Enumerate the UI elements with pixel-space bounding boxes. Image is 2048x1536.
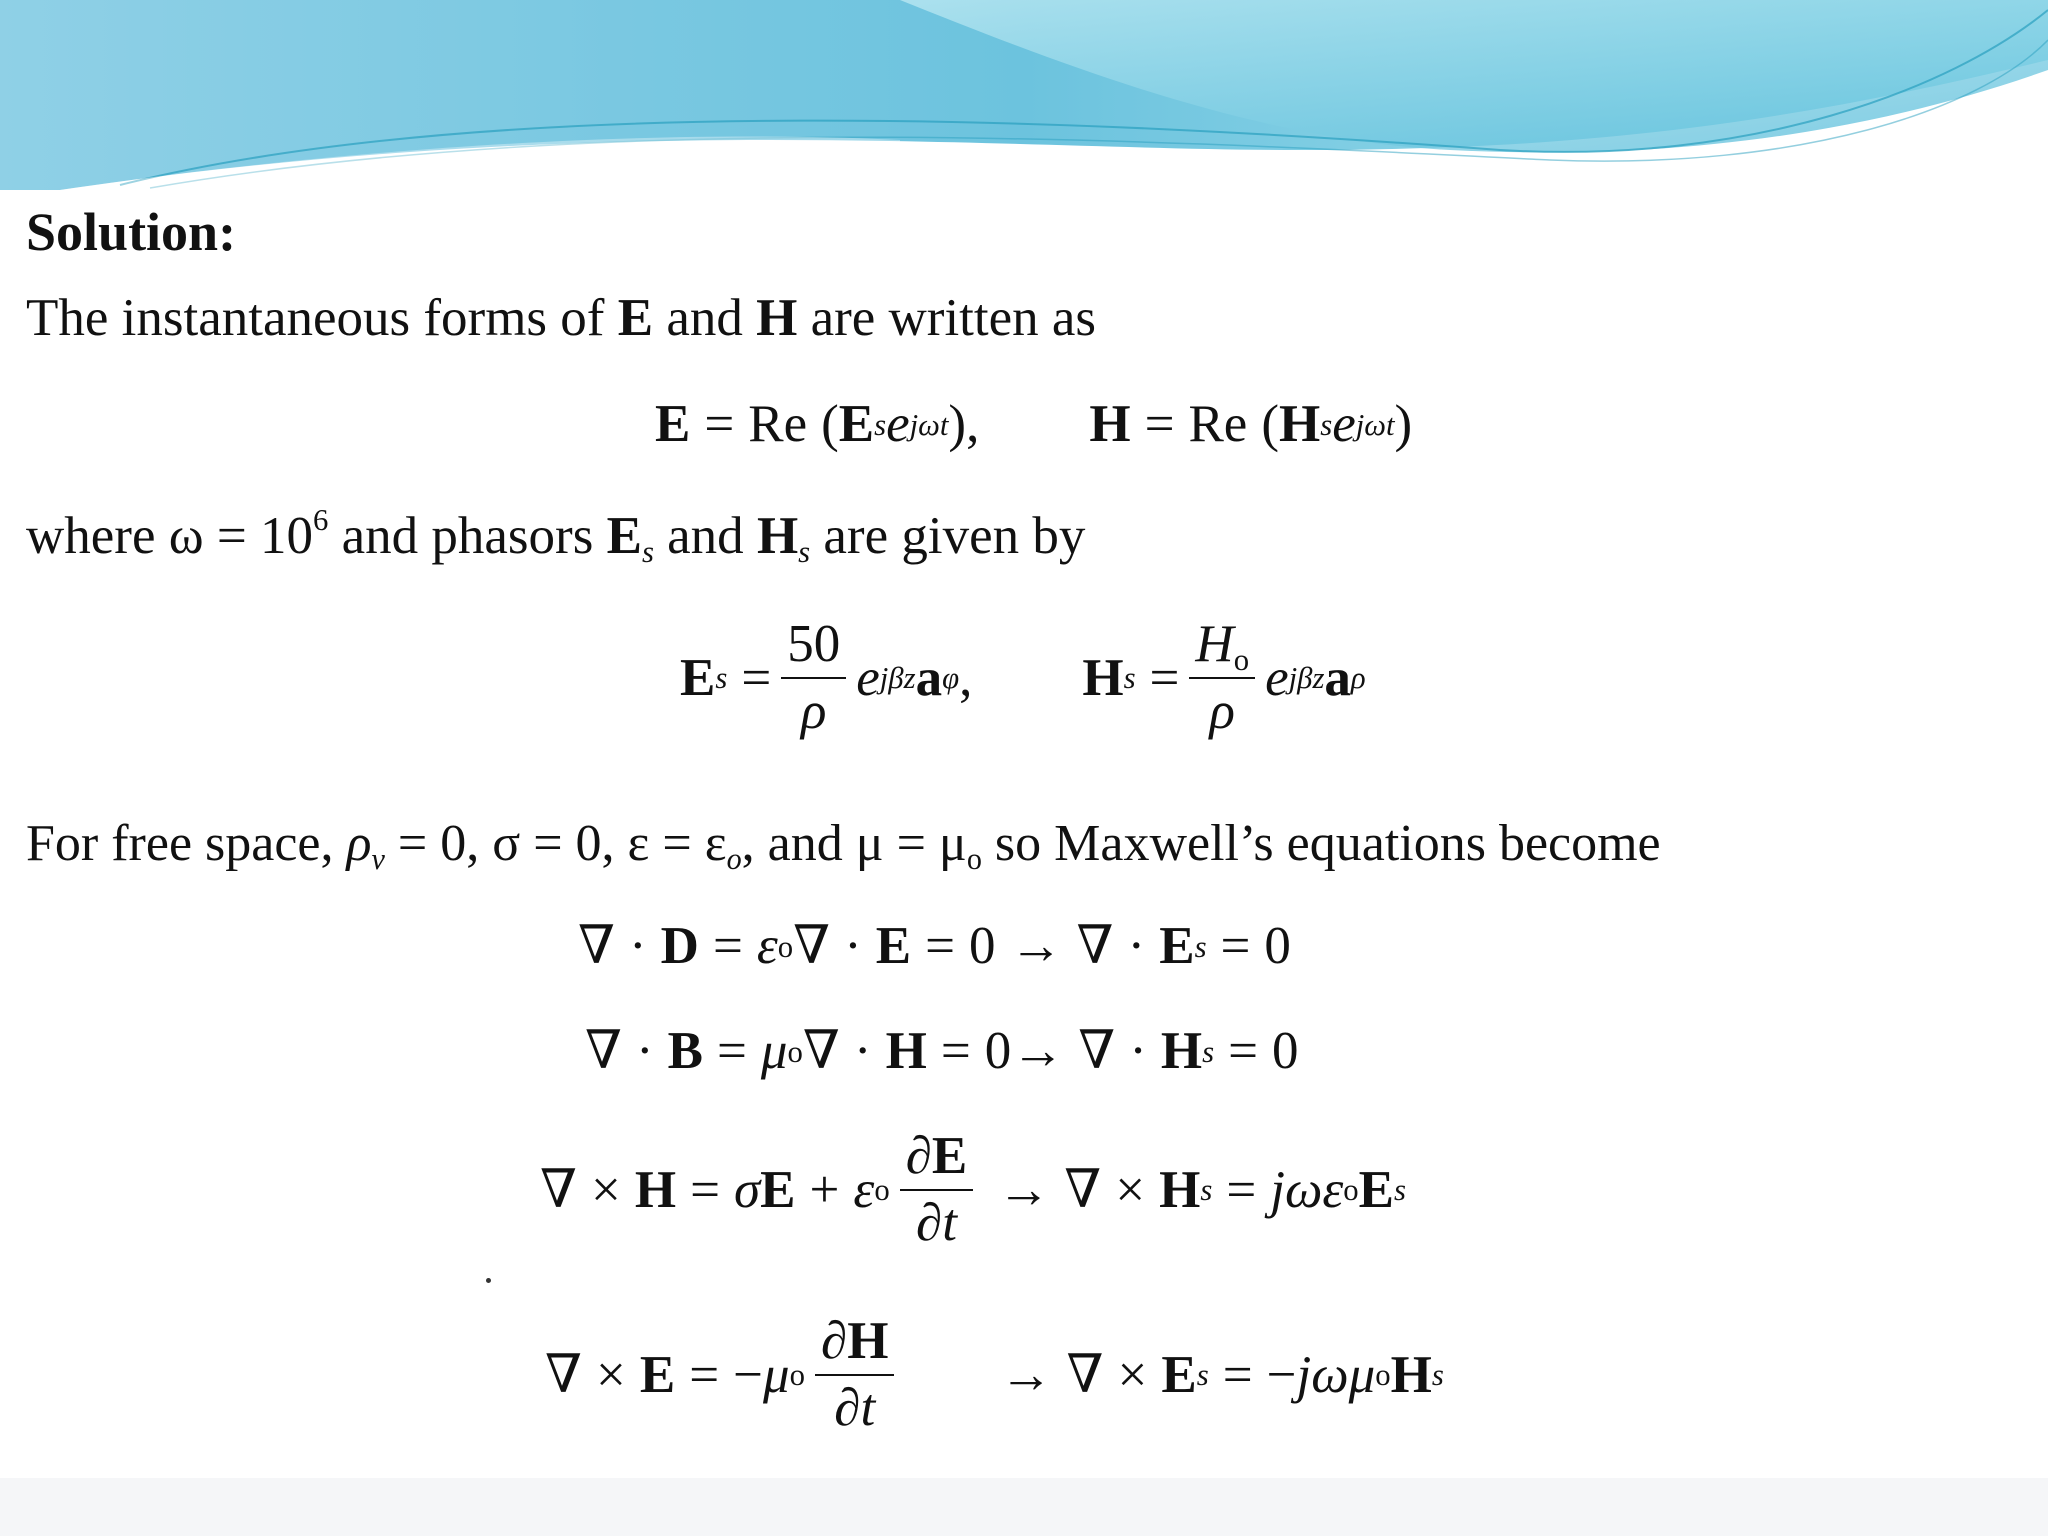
m4-jw: jω	[1296, 1345, 1349, 1404]
eq1-Es: E	[838, 395, 875, 453]
m1-dot-3: ·	[1127, 917, 1146, 975]
symbol-H: H	[756, 289, 798, 347]
m2-H: H	[885, 1022, 927, 1080]
eq2-a-2: a	[1324, 648, 1351, 707]
where-text-1: where ω = 10	[26, 507, 313, 565]
equation-faraday: ∇ × E = − μ o $\frac{\partial H}{\partial t}$ → ∇ × E s = − jω μ o H s	[545, 1312, 1444, 1437]
m2-eq-3: =	[1228, 1022, 1258, 1080]
eq2-Ho: H	[1195, 615, 1234, 673]
eq1-e: e	[886, 395, 910, 453]
where-sentence	[26, 502, 1086, 570]
where-E: E	[606, 507, 642, 565]
eq1-comma: ,	[966, 395, 980, 453]
m3-times-2: ×	[1115, 1160, 1146, 1219]
m2-mu: μ	[760, 1022, 788, 1080]
m3-E: E	[760, 1160, 796, 1219]
m3-times: ×	[591, 1160, 621, 1219]
where-exp: 6	[313, 502, 329, 537]
m4-dt: ∂t	[834, 1379, 876, 1437]
eq2-e-2: e	[1265, 648, 1289, 707]
free-space-sentence	[26, 815, 1661, 877]
m2-B: B	[667, 1022, 704, 1080]
m2-zero-2: 0	[1271, 1022, 1299, 1080]
m2-nabla-3: ∇	[1078, 1022, 1116, 1080]
m4-nabla: ∇	[545, 1345, 583, 1404]
eq2-o-sub: o	[1233, 643, 1250, 678]
m3-eq: =	[690, 1160, 721, 1219]
m1-zero: 0	[969, 917, 996, 975]
m4-times-2: ×	[1117, 1345, 1148, 1404]
eq1-Hs: H	[1278, 395, 1321, 453]
eq2-fraction-Ho-over-rho	[1189, 615, 1255, 740]
m4-nabla-2: ∇	[1066, 1345, 1104, 1404]
fs-o-sub-2: o	[966, 842, 982, 877]
m4-fraction-dH-dt	[815, 1312, 894, 1437]
m3-nabla-2: ∇	[1064, 1160, 1102, 1219]
symbol-E: E	[617, 289, 654, 347]
equation-ampere: ∇ × H = σ E + ε o $\frac{\partial E}{\partial t}$ → ∇ × H s = jω ε o E s	[540, 1127, 1406, 1252]
m4-eq: =	[689, 1345, 720, 1404]
m1-nabla-2: ∇	[793, 917, 831, 975]
m3-arrow: →	[997, 1160, 1051, 1219]
header-wave-banner	[0, 0, 2048, 190]
fs-o-sub: o	[726, 842, 742, 877]
footer-band	[0, 1478, 2048, 1536]
equation-gauss-electric: ∇ · D = ε o ∇ · E = 0 → ∇ · E s = 0	[578, 917, 1291, 975]
intro-sentence	[26, 289, 1097, 347]
m2-eq-2: =	[940, 1022, 971, 1080]
m4-Es: E	[1161, 1345, 1197, 1404]
m1-D: D	[660, 917, 699, 975]
m1-eq: =	[712, 917, 743, 975]
intro-and: and	[653, 289, 757, 347]
fs-text-1: For free space,	[26, 815, 347, 872]
m3-fraction-dE-dt	[900, 1127, 974, 1252]
m2-nabla-2: ∇	[802, 1022, 840, 1080]
m2-dot-3: ·	[1129, 1022, 1147, 1080]
m1-dot: ·	[629, 917, 647, 975]
eq2-numerator: 50	[781, 618, 846, 679]
m3-Es: E	[1358, 1160, 1395, 1219]
eq1-re-2: Re	[1188, 395, 1248, 453]
m4-dH: ∂H	[815, 1315, 894, 1376]
eq1-rparen: )	[948, 395, 967, 453]
eq1-rparen-2: )	[1394, 395, 1413, 453]
eq2-denominator-2: ρ	[1209, 682, 1235, 740]
m1-eq-2: =	[925, 917, 956, 975]
intro-text-1: The instantaneous forms of	[26, 289, 618, 347]
m4-times: ×	[596, 1345, 626, 1404]
fs-text-3: , and μ = μ	[741, 815, 967, 872]
eq2-equals: =	[741, 648, 772, 707]
eq2-comma: ,	[959, 648, 973, 707]
equation-phasors: E s = $\frac{50}{\rho}$ e jβz a φ , H s = $\frac{H_o}{\rho}$ e jβz a ρ	[680, 615, 1366, 740]
eq2-equals-2: =	[1149, 648, 1180, 707]
m1-zero-2: 0	[1264, 917, 1291, 975]
m2-arrow: →	[1011, 1022, 1065, 1080]
m4-mu: μ	[763, 1345, 790, 1404]
m3-H: H	[634, 1160, 677, 1219]
m3-sigma: σ	[734, 1160, 761, 1219]
m2-Hs: H	[1160, 1022, 1203, 1080]
eq1-lparen: (	[821, 395, 839, 453]
eq2-numerator-2	[1189, 615, 1255, 679]
fs-text-4: so Maxwell’s equations become	[981, 815, 1661, 872]
stray-dot	[486, 1278, 491, 1283]
m1-nabla-3: ∇	[1076, 917, 1114, 975]
m4-E: E	[639, 1345, 676, 1404]
m3-eps-2: ε	[1322, 1160, 1344, 1219]
where-H: H	[756, 507, 799, 565]
m1-eps: ε	[756, 917, 778, 975]
eq1-H: H	[1089, 395, 1131, 453]
eq1-e-2: e	[1332, 395, 1356, 453]
m4-eq-2: =	[1222, 1345, 1253, 1404]
m3-dE: ∂E	[900, 1130, 974, 1191]
m1-Es: E	[1159, 917, 1195, 975]
eq2-fraction-50-over-rho	[781, 615, 846, 740]
eq1-equals-2: =	[1144, 395, 1175, 453]
m2-zero: 0	[984, 1022, 1012, 1080]
eq2-E: E	[680, 648, 716, 707]
fs-text-2: = 0, σ = 0, ε = ε	[384, 815, 727, 872]
fs-v-sub: v	[371, 842, 385, 877]
where-s-sub: s	[641, 535, 654, 570]
where-text-2: and phasors	[328, 507, 607, 565]
m1-arrow: →	[1009, 917, 1063, 975]
eq1-lparen-2: (	[1261, 395, 1279, 453]
m4-Hs: H	[1390, 1345, 1432, 1404]
eq2-e: e	[856, 648, 880, 707]
m3-dt: ∂t	[916, 1194, 957, 1252]
m3-Hs: H	[1159, 1160, 1201, 1219]
m1-nabla: ∇	[578, 917, 616, 975]
m2-dot: ·	[636, 1022, 654, 1080]
m2-eq: =	[717, 1022, 747, 1080]
m1-dot-2: ·	[844, 917, 862, 975]
eq1-equals: =	[704, 395, 735, 453]
where-s-sub-2: s	[798, 535, 811, 570]
m4-minus: −	[733, 1345, 764, 1404]
m1-E: E	[875, 917, 912, 975]
m3-jw: jω	[1270, 1160, 1323, 1219]
equation-gauss-magnetic: ∇ · B = μ o ∇ · H = 0 → ∇ · H s = 0	[585, 1022, 1299, 1080]
where-text-3: are given by	[810, 507, 1086, 565]
m4-minus-2: −	[1266, 1345, 1297, 1404]
m2-nabla: ∇	[585, 1022, 623, 1080]
equation-instantaneous: E = Re ( E s e jωt ) , H = Re ( H s e jωt )	[655, 395, 1413, 453]
eq2-H: H	[1082, 648, 1124, 707]
m4-mu-2: μ	[1348, 1345, 1376, 1404]
where-and: and	[653, 507, 757, 565]
m3-eq-2: =	[1226, 1160, 1257, 1219]
m3-nabla: ∇	[540, 1160, 578, 1219]
fs-rho: ρ	[346, 815, 372, 872]
m3-eps: ε	[853, 1160, 875, 1219]
eq2-denominator: ρ	[800, 682, 827, 740]
m3-plus: +	[809, 1160, 840, 1219]
eq2-a: a	[915, 648, 943, 707]
m4-arrow: →	[999, 1345, 1053, 1404]
eq1-E: E	[655, 395, 691, 453]
m1-eq-3: =	[1220, 917, 1251, 975]
solution-heading: Solution:	[26, 202, 237, 262]
intro-text-2: are written as	[797, 289, 1097, 347]
eq1-re: Re	[748, 395, 808, 453]
m2-dot-2: ·	[853, 1022, 872, 1080]
